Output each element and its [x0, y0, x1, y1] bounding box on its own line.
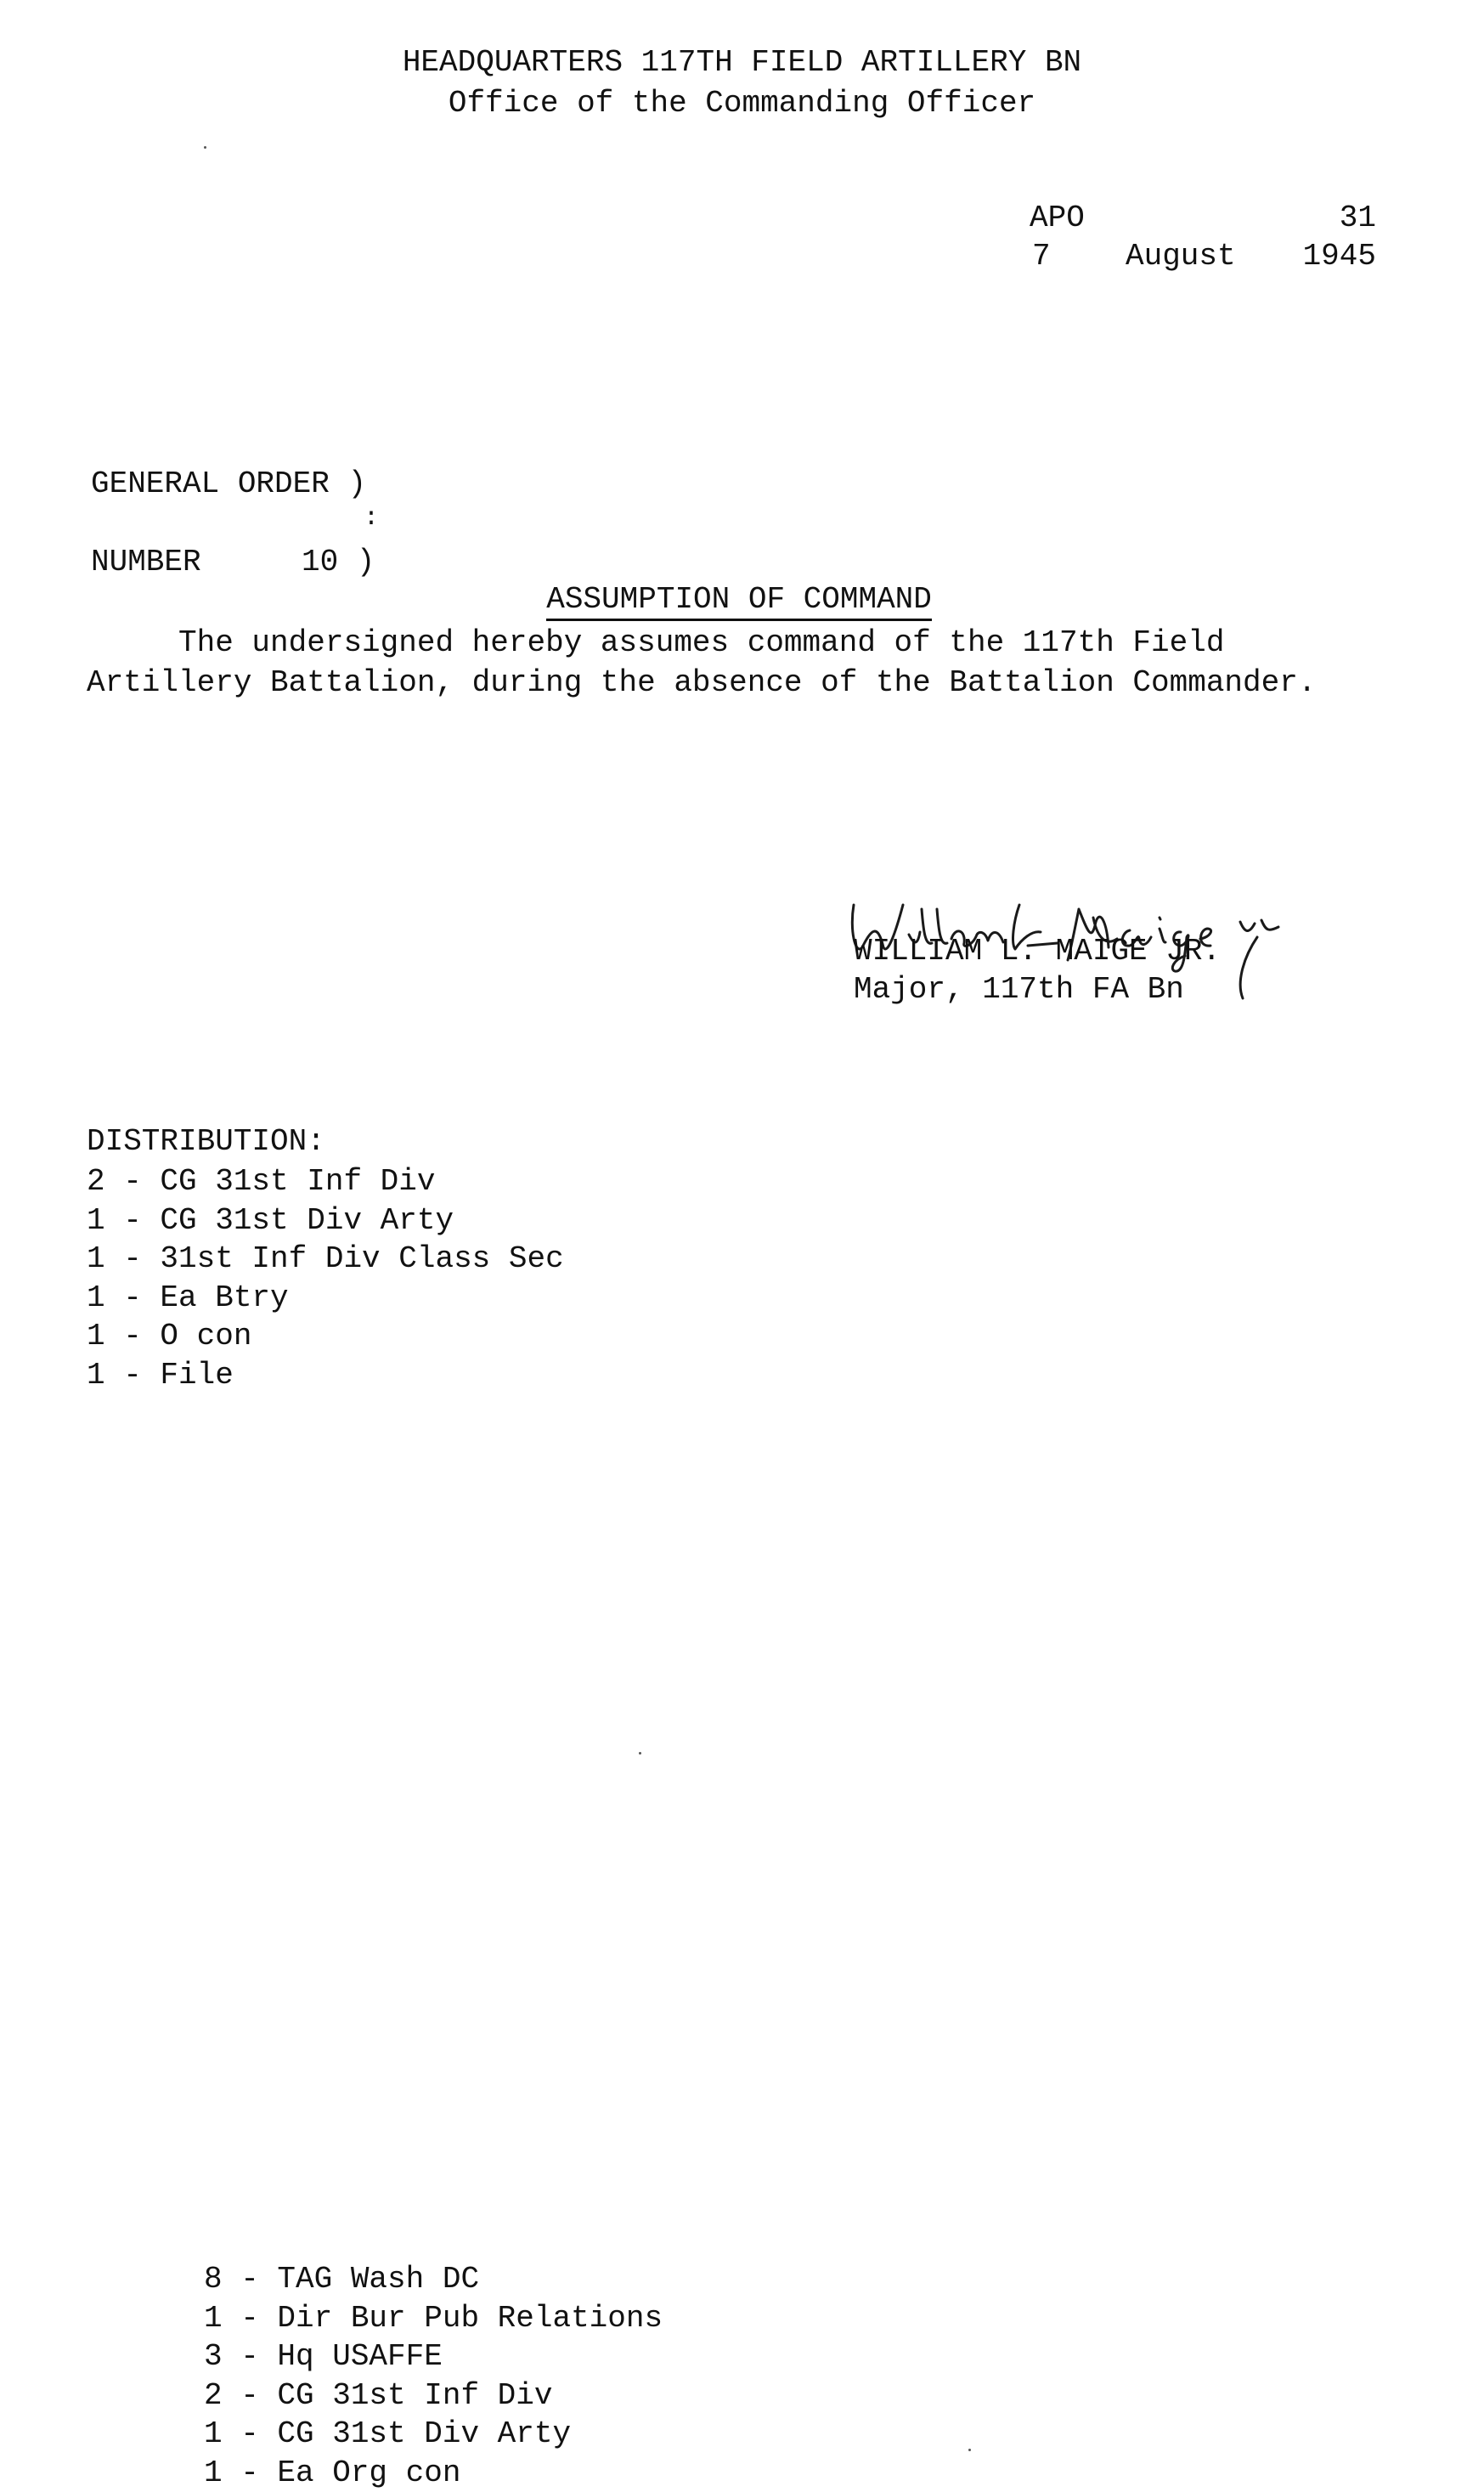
body-line-2: Artillery Battalion, during the absence of the Battalion Commander. — [87, 664, 1316, 702]
subject-heading: ASSUMPTION OF COMMAND — [546, 582, 932, 621]
number-value: 10 ) — [302, 544, 375, 581]
distribution-item: 1 - CG 31st Div Arty — [87, 1201, 564, 1240]
header-title: HEADQUARTERS 117TH FIELD ARTILLERY BN — [0, 44, 1484, 82]
apo-number: 31 — [1257, 200, 1376, 237]
number-label: NUMBER — [91, 544, 201, 581]
distribution-item: 1 - File — [87, 1356, 564, 1395]
apo-label: APO — [1030, 200, 1085, 237]
distribution-heading: DISTRIBUTION: — [87, 1123, 325, 1161]
paper-speck — [204, 146, 206, 149]
distribution-list — [87, 1162, 564, 1394]
date-month: August — [1126, 238, 1236, 275]
date-day: 7 — [1032, 238, 1051, 275]
body-line-1: The undersigned hereby assumes command of the 117th Field — [87, 624, 1224, 662]
distribution-item: 1 - Ea Btry — [87, 1279, 564, 1318]
signer-name: WILLIAM L. MAIGE JR. — [854, 933, 1221, 970]
signer-title: Major, 117th FA Bn — [854, 971, 1184, 1009]
distribution-item: 8 - TAG Wash DC — [204, 2260, 663, 2299]
distribution-item: 3 - Hq USAFFE — [204, 2337, 663, 2376]
distribution-item: 1 - Ea Org con — [204, 2454, 663, 2492]
distribution-item: 2 - CG 31st Inf Div — [87, 1162, 564, 1201]
distribution-list-lower — [204, 2260, 663, 2492]
distribution-item: 1 - 31st Inf Div Class Sec — [87, 1240, 564, 1279]
distribution-item: 1 - O con — [87, 1317, 564, 1356]
paper-speck — [639, 1752, 641, 1755]
distribution-item: 1 - Dir Bur Pub Relations — [204, 2299, 663, 2338]
subject-wrap — [510, 544, 932, 619]
paper-speck — [968, 2449, 971, 2451]
distribution-item: 1 - CG 31st Div Arty — [204, 2415, 663, 2454]
header-subtitle: Office of the Commanding Officer — [0, 85, 1484, 122]
order-colon: : — [364, 506, 379, 531]
date-year: 1945 — [1257, 238, 1376, 275]
general-order-label: GENERAL ORDER ) — [91, 466, 366, 503]
distribution-item: 2 - CG 31st Inf Div — [204, 2376, 663, 2416]
